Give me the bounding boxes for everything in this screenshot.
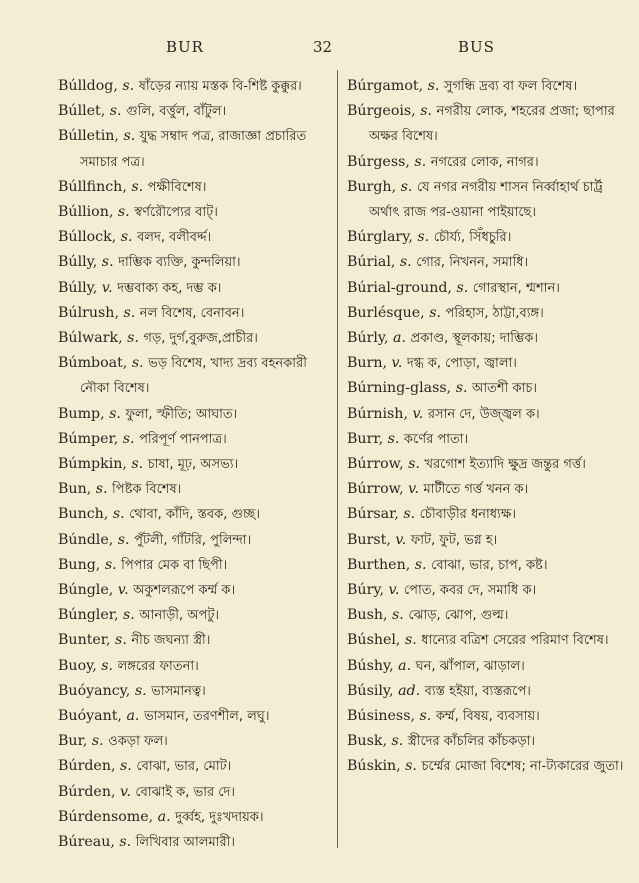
dictionary-entry: [347, 250, 629, 275]
entry-headword: Búlrush,: [58, 304, 119, 321]
dictionary-entry: [347, 553, 629, 578]
dictionary-entry: [347, 376, 629, 401]
entry-headword: Búmper,: [58, 430, 119, 447]
entry-definition: থোবা, কাঁদি, স্তবক, গুচ্ছ।: [129, 507, 260, 523]
entry-definition: গোর, নিখনন, সমাধি।: [416, 255, 529, 271]
entry-part-of-speech: s.: [109, 405, 121, 422]
entry-headword: Búrdensome,: [58, 808, 154, 825]
dictionary-entry: [58, 654, 332, 679]
entry-part-of-speech: s.: [391, 733, 404, 750]
entry-part-of-speech: s.: [404, 632, 417, 649]
entry-headword: Búrnish,: [347, 405, 408, 422]
entry-definition: রসান দে, উজ্জ্বল ক।: [427, 406, 540, 422]
entry-definition: কর্ম্ম, বিষয়, ব্যবসায়।: [435, 709, 540, 725]
entry-part-of-speech: s.: [91, 733, 104, 750]
dictionary-entry: [347, 427, 629, 452]
dictionary-entry: [347, 326, 629, 351]
dictionary-entry: [58, 427, 332, 452]
dictionary-entry: [58, 754, 332, 779]
column-divider: [337, 70, 338, 848]
dictionary-entry: [347, 603, 629, 628]
entry-definition: পোত, কবর দে, সমাধি ক।: [403, 583, 537, 599]
entry-part-of-speech: s.: [123, 128, 136, 145]
dictionary-entry: [347, 74, 629, 99]
entry-part-of-speech: s.: [122, 78, 135, 94]
entry-definition: পক্ষীবিশেষ।: [147, 179, 207, 195]
entry-part-of-speech: s.: [419, 708, 432, 725]
entry-part-of-speech: s.: [117, 204, 130, 221]
dictionary-entry: [58, 124, 332, 174]
entry-definition: পরিহাস, ঠাট্টা,ব্যঙ্গ।: [445, 305, 544, 321]
entry-part-of-speech: s.: [131, 456, 144, 473]
entry-headword: Búrgeois,: [347, 103, 416, 120]
entry-part-of-speech: s.: [403, 506, 416, 523]
entry-definition: নল বিশেষ, বেনাবন।: [139, 305, 245, 321]
entry-headword: Búrning-glass,: [347, 380, 452, 397]
entry-headword: Búrglary,: [347, 229, 413, 246]
entry-part-of-speech: s.: [101, 254, 114, 271]
entry-definition: গোরস্থান, শ্মশান।: [472, 280, 560, 296]
dictionary-entry: [347, 502, 629, 527]
entry-part-of-speech: s.: [117, 531, 130, 548]
entry-definition: আনাড়ী, অপটু।: [139, 608, 220, 624]
entry-definition: চাষা, মূঢ়, অসভ্য।: [147, 457, 239, 473]
entry-definition: ভাসমান, তরণশীল, লঘু।: [143, 709, 270, 725]
dictionary-entry: [58, 729, 332, 754]
entry-headword: Búrgamot,: [347, 78, 424, 94]
entry-headword: Búrgess,: [347, 153, 410, 170]
entry-part-of-speech: v.: [388, 582, 400, 599]
dictionary-entry: [58, 528, 332, 553]
page-header: [0, 38, 639, 58]
entry-definition: ভাসমানত্ব।: [151, 683, 206, 699]
entry-headword: Búry,: [347, 582, 384, 599]
entry-definition: আতশী কাচ।: [472, 381, 538, 397]
entry-definition: চর্ম্মের মোজা বিশেষ; না-ট্যকারের জুতা।: [421, 759, 624, 775]
dictionary-entry: [58, 603, 332, 628]
entry-headword: Burgh,: [347, 178, 397, 195]
entry-part-of-speech: s.: [95, 481, 108, 498]
entry-headword: Búlwark,: [58, 330, 123, 347]
entry-headword: Bunter,: [58, 632, 111, 649]
entry-part-of-speech: s.: [414, 556, 427, 573]
entry-headword: Buoy,: [58, 657, 97, 674]
entry-definition: প্রকাণ্ড, স্থূলকায়; দাম্ভিক।: [410, 331, 539, 347]
entry-headword: Búlletin,: [58, 128, 119, 145]
entry-part-of-speech: s.: [127, 330, 139, 347]
entry-headword: Búlly,: [58, 254, 98, 271]
entry-definition: ষাঁড়ের ন্যায় মস্তক বি-শিষ্ট কুক্কুর।: [138, 79, 302, 94]
entry-headword: Búsily,: [347, 682, 394, 699]
entry-headword: Burn,: [347, 355, 387, 372]
entry-part-of-speech: a.: [398, 657, 412, 674]
dictionary-entry: [347, 754, 629, 779]
entry-definition: বোঝা, ভার, মোট।: [136, 759, 232, 775]
dictionary-entry: [347, 276, 629, 301]
dictionary-entry: [58, 679, 332, 704]
entry-definition: বোঝাই ক, ভার দে।: [135, 784, 235, 800]
entry-part-of-speech: s.: [405, 758, 417, 775]
right-column: [347, 74, 629, 780]
entry-part-of-speech: s.: [134, 682, 147, 699]
entry-definition: দাম্ভিক ব্যক্তি, কুন্দলিয়া।: [118, 255, 241, 271]
entry-part-of-speech: s.: [414, 153, 427, 170]
dictionary-entry: [58, 276, 332, 301]
entry-part-of-speech: s.: [122, 430, 135, 447]
entry-definition: স্বর্ণরৌপ্যের বাট্।: [134, 205, 218, 221]
entry-definition: চৌবাড়ীর ধনাধ্যক্ষ।: [419, 507, 517, 523]
entry-part-of-speech: s.: [429, 304, 441, 321]
entry-part-of-speech: a.: [126, 708, 140, 725]
dictionary-entry: [58, 250, 332, 275]
entry-part-of-speech: a.: [393, 330, 407, 347]
entry-headword: Búllet,: [58, 103, 106, 120]
entry-definition: অকুশলরূপে কর্ম্ম ক।: [133, 583, 236, 599]
dictionary-entry: [58, 452, 332, 477]
entry-definition: পিষ্টক বিশেষ।: [112, 482, 182, 498]
dictionary-entry: [347, 578, 629, 603]
entry-headword: Bunch,: [58, 506, 109, 523]
dictionary-entry: [347, 225, 629, 250]
dictionary-entry: [347, 452, 629, 477]
entry-definition: দগ্ধ ক, পোড়া, জ্বালা।: [406, 356, 517, 372]
page-number: 32: [313, 38, 333, 56]
entry-part-of-speech: s.: [392, 607, 404, 624]
dictionary-entry: [347, 628, 629, 653]
entry-definition: পুঁটলী, গাঁটরি, পুলিন্দা।: [134, 532, 252, 548]
entry-part-of-speech: ad.: [398, 682, 421, 699]
entry-definition: ঝোড়, ঝোপ, গুল্ম।: [408, 608, 509, 624]
entry-part-of-speech: s.: [120, 229, 133, 246]
entry-headword: Búrial,: [347, 254, 396, 271]
dictionary-entry: [58, 175, 332, 200]
dictionary-entry: [58, 553, 332, 578]
entry-headword: Búrrow,: [347, 456, 404, 473]
dictionary-entry: [347, 150, 629, 175]
entry-definition: গড়, দুর্গ,বুরুজ,প্রাচীর।: [143, 331, 258, 347]
dictionary-entry: [58, 578, 332, 603]
entry-definition: ফুলা, স্ফীতি; আঘাত।: [125, 406, 238, 422]
entry-definition: খরগোশ ইত্যাদি ক্ষুদ্র জন্তুর গর্ত্ত।: [424, 457, 586, 473]
entry-part-of-speech: s.: [417, 229, 430, 246]
dictionary-entry: [58, 326, 332, 351]
entry-headword: Buóyant,: [58, 708, 122, 725]
entry-part-of-speech: s.: [104, 556, 117, 573]
entry-part-of-speech: s.: [101, 657, 114, 674]
entry-part-of-speech: s.: [123, 304, 136, 321]
entry-definition: দুর্ব্বহ, দুঃখদায়ক।: [175, 809, 264, 825]
entry-definition: চৌর্য্য, সিঁধচুরি।: [433, 230, 512, 246]
dictionary-entry: [347, 301, 629, 326]
dictionary-entry: [58, 99, 332, 124]
entry-part-of-speech: v.: [412, 405, 424, 422]
entry-headword: Búsiness,: [347, 708, 415, 725]
dictionary-entry: [58, 200, 332, 225]
entry-definition: নগরের লোক, নাগর।: [430, 154, 539, 170]
dictionary-entry: [58, 502, 332, 527]
entry-headword: Bur,: [58, 733, 88, 750]
entry-definition: মাটীতে গর্ত্ত খনন ক।: [423, 482, 529, 498]
entry-headword: Burr,: [347, 430, 384, 447]
entry-definition: ব্যস্ত হইয়া, ব্যস্তরূপে।: [424, 683, 531, 699]
entry-headword: Burst,: [347, 531, 391, 548]
entry-headword: Bump,: [58, 405, 105, 422]
dictionary-entry: [58, 74, 332, 99]
dictionary-entry: [347, 175, 629, 225]
entry-headword: Búshel,: [347, 632, 401, 649]
dictionary-entry: [58, 301, 332, 326]
entry-part-of-speech: s.: [400, 178, 413, 195]
entry-headword: Bush,: [347, 607, 388, 624]
entry-part-of-speech: s.: [456, 279, 469, 296]
left-column: [58, 74, 332, 855]
entry-headword: Burthen,: [347, 556, 411, 573]
dictionary-entry: [347, 477, 629, 502]
entry-headword: Búlldog,: [58, 78, 118, 94]
entry-headword: Búndle,: [58, 531, 114, 548]
entry-definition: ঘন, ঝাঁপাল, ঝাড়াল।: [415, 658, 525, 674]
entry-definition: নীচ জঘন্যা স্ত্রী।: [131, 633, 211, 649]
entry-headword: Buóyancy,: [58, 682, 131, 699]
entry-headword: Busk,: [347, 733, 387, 750]
entry-definition: ধান্যের বত্রিশ সেরের পরিমাণ বিশেষ।: [421, 633, 609, 649]
header-left-guide-word: BUR: [166, 38, 204, 56]
dictionary-entry: [58, 402, 332, 427]
dictionary-entry: [58, 351, 332, 401]
entry-headword: Búngler,: [58, 607, 119, 624]
entry-definition: বোঝা, ভার, চাপ, কষ্ট।: [431, 557, 548, 573]
dictionary-entry: [347, 654, 629, 679]
dictionary-entry: [58, 780, 332, 805]
entry-definition: কর্ণের পাতা।: [403, 431, 469, 447]
entry-headword: Búrrow,: [347, 481, 404, 498]
dictionary-entry: [58, 704, 332, 729]
entry-part-of-speech: v.: [117, 582, 129, 599]
entry-headword: Búmpkin,: [58, 456, 127, 473]
header-right-guide-word: BUS: [458, 38, 495, 56]
dictionary-entry: [347, 704, 629, 729]
entry-headword: Búllfinch,: [58, 178, 127, 195]
entry-definition: নগরীয় লোক, শহরের প্রজা; ছাপার অক্ষর বিশেষ।: [369, 104, 615, 145]
dictionary-entry: [347, 99, 629, 149]
entry-part-of-speech: s.: [131, 355, 144, 372]
entry-definition: লিখিবার আলমারী।: [135, 835, 235, 851]
entry-part-of-speech: a.: [157, 808, 171, 825]
entry-part-of-speech: v.: [408, 481, 419, 498]
entry-headword: Búreau,: [58, 834, 115, 851]
entry-part-of-speech: s.: [109, 103, 122, 120]
entry-part-of-speech: v.: [391, 355, 403, 372]
entry-headword: Búrly,: [347, 330, 389, 347]
entry-headword: Búrden,: [58, 783, 116, 800]
dictionary-entry: [58, 477, 332, 502]
entry-headword: Búrsar,: [347, 506, 399, 523]
dictionary-entry: [58, 225, 332, 250]
entry-part-of-speech: s.: [455, 380, 468, 397]
entry-part-of-speech: s.: [420, 103, 433, 120]
entry-part-of-speech: v.: [395, 531, 407, 548]
entry-definition: সুগন্ধি দ্রব্য বা ফল বিশেষ।: [443, 79, 578, 94]
dictionary-entry: [58, 830, 332, 855]
entry-part-of-speech: s.: [122, 607, 135, 624]
entry-headword: Búllion,: [58, 204, 114, 221]
entry-part-of-speech: s.: [131, 178, 144, 195]
dictionary-entry: [58, 805, 332, 830]
dictionary-entry: [347, 679, 629, 704]
entry-definition: পরিপূর্ণ পানপাত্র।: [139, 431, 227, 447]
entry-headword: Burlésque,: [347, 304, 425, 321]
entry-part-of-speech: v.: [120, 783, 131, 800]
entry-definition: বলদ, বলীবর্দ্দ।: [137, 230, 212, 246]
entry-part-of-speech: s.: [120, 758, 132, 775]
entry-part-of-speech: s.: [408, 456, 420, 473]
dictionary-entry: [347, 528, 629, 553]
entry-headword: Búmboat,: [58, 355, 128, 372]
entry-definition: যুদ্ধ সম্বাদ পত্র, রাজাজ্ঞা প্রচারিত সমাচার পত্র।: [80, 129, 307, 170]
entry-headword: Búllock,: [58, 229, 117, 246]
entry-headword: Búngle,: [58, 582, 114, 599]
entry-part-of-speech: s.: [112, 506, 125, 523]
entry-headword: Búshy,: [347, 657, 394, 674]
entry-headword: Búlly,: [58, 279, 98, 296]
dictionary-entry: [58, 628, 332, 653]
entry-definition: যে নগর নগরীয় শাসন নির্ব্বাহার্থ চার্ট্র অর্থাৎ রাজ পর-ওয়ানা পাইয়াছে।: [369, 179, 603, 221]
entry-part-of-speech: s.: [119, 834, 132, 851]
entry-definition: লঙ্গরের ফাতনা।: [117, 658, 199, 674]
entry-headword: Búrden,: [58, 758, 116, 775]
entry-headword: Bung,: [58, 556, 101, 573]
entry-part-of-speech: s.: [399, 254, 412, 271]
entry-headword: Bun,: [58, 481, 92, 498]
entry-definition: ফাট, ফুট, ভগ্ন হ।: [410, 532, 498, 548]
entry-headword: Búrial-ground,: [347, 279, 452, 296]
entry-definition: গুলি, বর্ত্তুল, বাঁটুল।: [126, 104, 227, 120]
dictionary-entry: [347, 351, 629, 376]
entry-definition: স্ত্রীদের কাঁচলির কাঁচকড়া।: [407, 734, 536, 750]
entry-definition: দম্ভবাক্য কহ, দম্ভ ক।: [117, 280, 222, 296]
entry-definition: পিপার মেক বা ছিপী।: [121, 557, 228, 573]
dictionary-entry: [347, 402, 629, 427]
entry-part-of-speech: s.: [115, 632, 127, 649]
entry-part-of-speech: v.: [101, 279, 113, 296]
entry-part-of-speech: s.: [387, 430, 400, 447]
dictionary-entry: [347, 729, 629, 754]
entry-definition: ওকড়া ফল।: [108, 734, 168, 750]
entry-part-of-speech: s.: [427, 78, 440, 94]
entry-headword: Búskin,: [347, 758, 401, 775]
entry-definition: ভড় বিশেষ, খাদ্য দ্রব্য বহনকারী নৌকা বিশেষ।: [80, 356, 307, 397]
